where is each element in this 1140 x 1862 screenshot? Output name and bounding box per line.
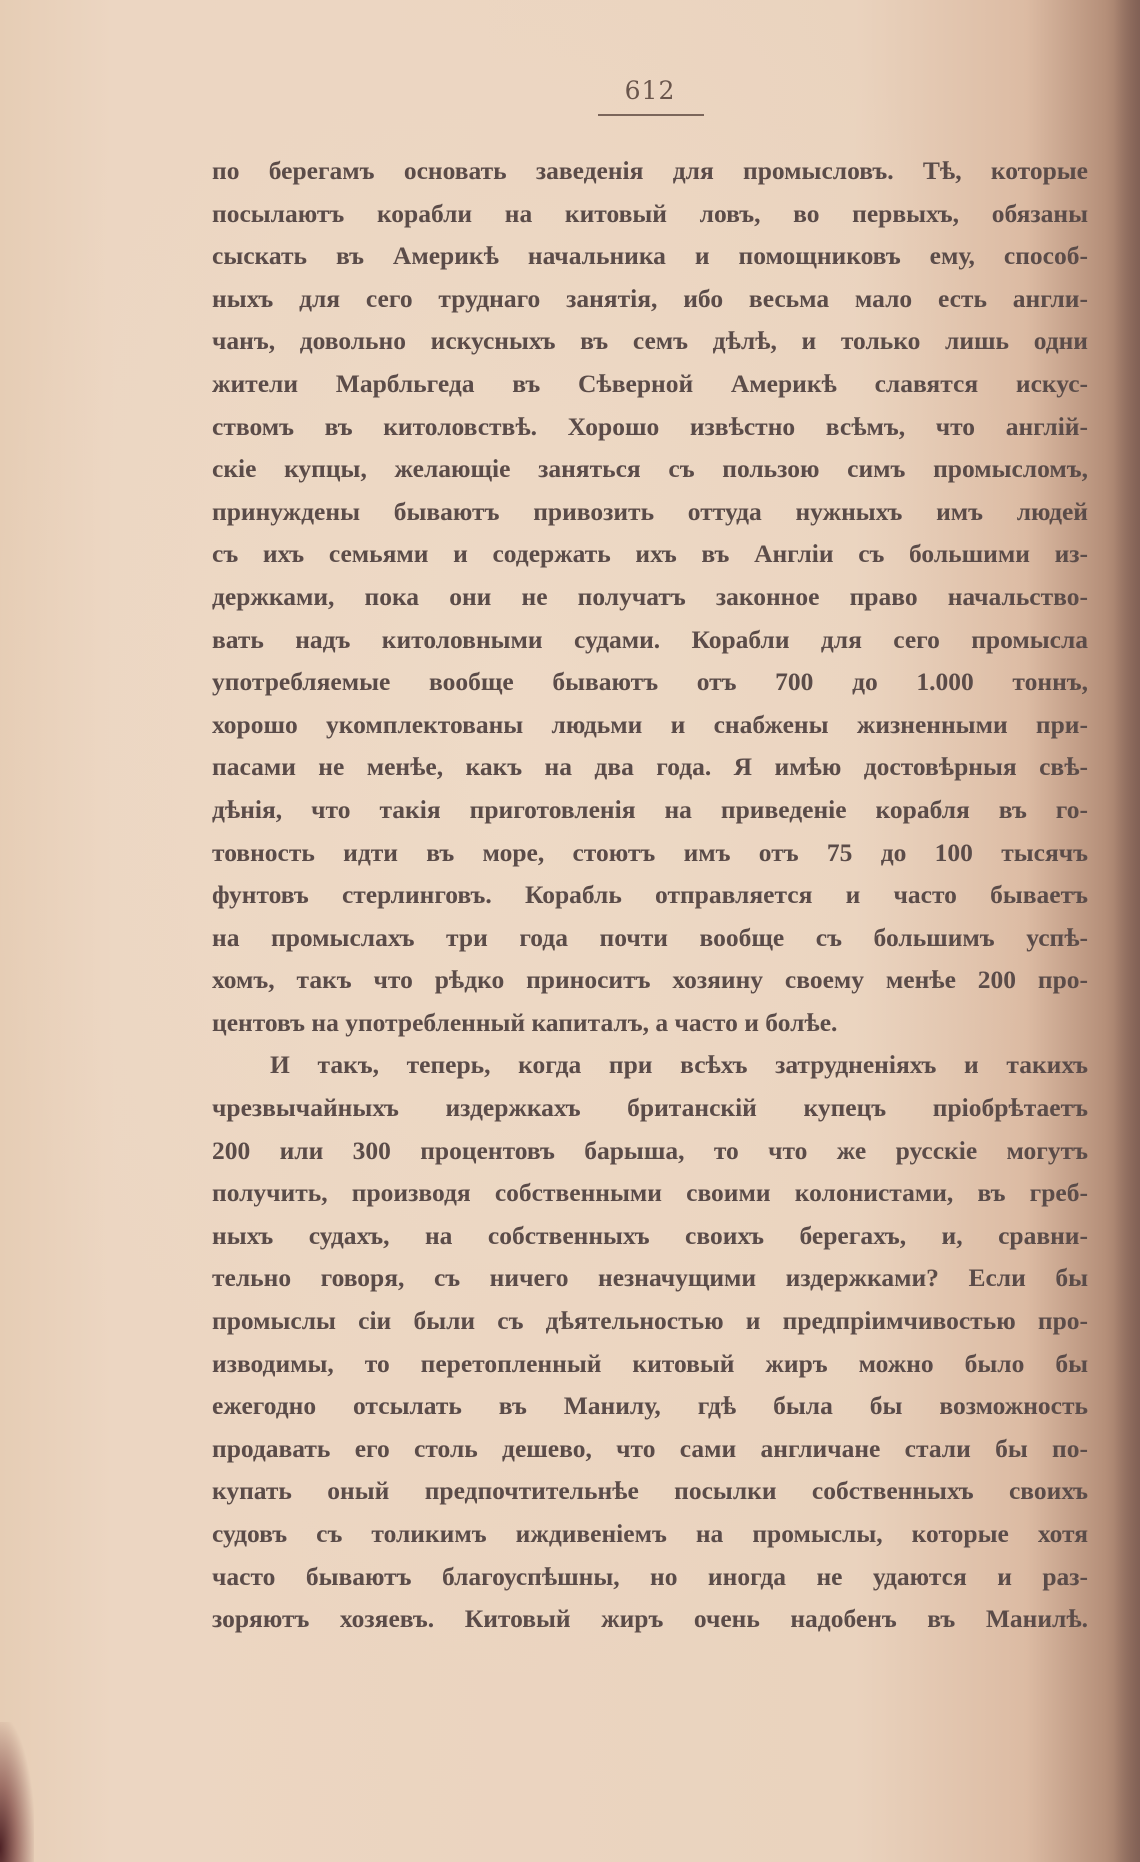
text-line: хомъ, такъ что рѣдко приноситъ хозяину своему менѣе 200 про-: [212, 965, 1088, 995]
page-number: 612: [624, 76, 676, 105]
text-line: 200 или 300 процентовъ барыша, то что же русскіе могутъ: [212, 1135, 1088, 1165]
text-line: держками, пока они не получатъ законное право начальство-: [212, 581, 1088, 611]
text-line: по берегамъ основать заведенія для промысловъ. Тѣ, которые: [212, 156, 1088, 185]
text-line: ныхъ судахъ, на собственныхъ своихъ берегахъ, и, сравни-: [212, 1220, 1088, 1250]
text-line: скіе купцы, желающіе заняться съ пользою симъ промысломъ,: [212, 454, 1088, 484]
text-line: продавать его столь дешево, что сами англичане стали бы по-: [212, 1433, 1088, 1463]
text-line: изводимы, то перетопленный китовый жиръ можно было бы: [212, 1348, 1088, 1378]
text-line: промыслы сіи были съ дѣятельностью и предпріимчивостью про-: [212, 1306, 1088, 1336]
text-line: сыскать въ Америкѣ начальника и помощниковъ ему, способ-: [212, 241, 1088, 271]
text-line: съ ихъ семьями и содержать ихъ въ Англіи съ большими из-: [212, 539, 1088, 569]
text-line: принуждены бываютъ привозить оттуда нужныхъ имъ людей: [212, 496, 1088, 526]
page-corner-stain: [0, 1722, 34, 1862]
text-line: ежегодно отсылать въ Манилу, гдѣ была бы возможность: [212, 1391, 1088, 1421]
text-line: вать надъ китоловными судами. Корабли для сего промысла: [212, 624, 1088, 654]
page-edge-shadow: [1114, 0, 1140, 1862]
text-line: зоряютъ хозяевъ. Китовый жиръ очень надобенъ въ Манилѣ.: [212, 1604, 1088, 1634]
text-line: ныхъ для сего труднаго занятія, ибо весьма мало есть англи-: [212, 283, 1088, 313]
text-line: тельно говоря, съ ничего незначущими издержками? Если бы: [212, 1263, 1088, 1293]
text-line: жители Марбльгеда въ Сѣверной Америкѣ славятся искус-: [212, 368, 1088, 398]
text-line: посылаютъ корабли на китовый ловъ, во первыхъ, обязаны: [212, 198, 1088, 228]
text-line: получить, производя собственными своими колонистами, въ греб-: [212, 1178, 1088, 1208]
text-line: употребляемые вообще бываютъ отъ 700 до 1.000 тоннъ,: [212, 667, 1088, 697]
text-line: часто бываютъ благоуспѣшны, но иногда не удаются и раз-: [212, 1561, 1088, 1591]
text-line: ствомъ въ китоловствѣ. Хорошо извѣстно всѣмъ, что англій-: [212, 411, 1088, 441]
text-line: чанъ, довольно искусныхъ въ семъ дѣлѣ, и только лишь одни: [212, 326, 1088, 356]
text-line: на промыслахъ три года почти вообще съ большимъ успѣ-: [212, 922, 1088, 952]
text-line: фунтовъ стерлинговъ. Корабль отправляется и часто бываетъ: [212, 880, 1088, 910]
text-line: судовъ съ толикимъ иждивеніемъ на промыслы, которые хотя: [212, 1519, 1088, 1548]
text-line: чрезвычайныхъ издержкахъ британскій купецъ пріобрѣтаетъ: [212, 1093, 1088, 1123]
page-number-rule: [598, 114, 704, 116]
paragraph-start-line: И такъ, теперь, когда при всѣхъ затрудненіяхъ и такихъ: [270, 1050, 1088, 1080]
text-line: купать оный предпочтительнѣе посылки собственныхъ своихъ: [212, 1476, 1088, 1506]
text-line: дѣнія, что такія приготовленія на приведеніе корабля въ го-: [212, 794, 1088, 824]
text-line: пасами не менѣе, какъ на два года. Я имѣю достовѣрныя свѣ-: [212, 752, 1088, 782]
text-line: хорошо укомплектованы людьми и снабжены жизненными при-: [212, 709, 1088, 739]
paragraph-end-line: центовъ на употребленный капиталъ, а часто и болѣе.: [212, 1007, 838, 1037]
text-line: товность идти въ море, стоютъ имъ отъ 75 до 100 тысячъ: [212, 837, 1088, 867]
body-text: [212, 150, 1088, 1641]
